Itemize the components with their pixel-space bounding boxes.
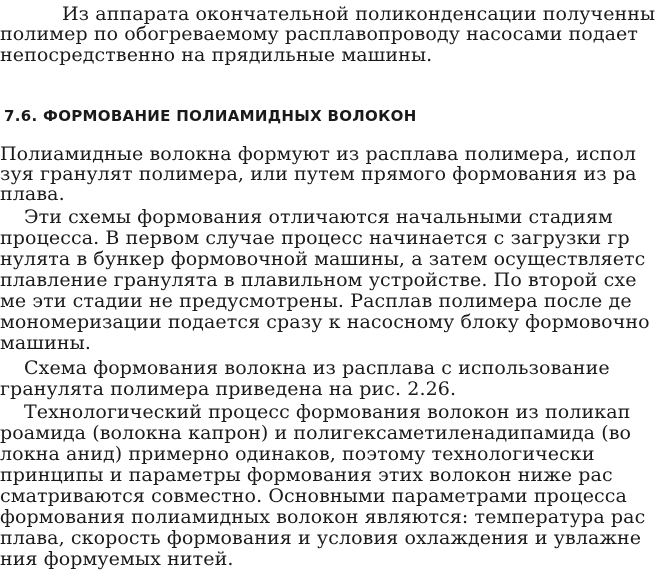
paragraph-line: ме эти стадии не предусмотрены. Расплав полимера после де	[0, 290, 632, 312]
paragraph-line: плава, скорость формования и условия охлаждения и увлажне	[0, 527, 642, 549]
paragraph-line: зуя гранулят полимера, или путем прямого формования из ра	[0, 163, 637, 185]
paragraph-line: локна анид) примерно одинаков, поэтому технологически	[0, 443, 595, 465]
paragraph-line: нулята в бункер формовочной машины, а затем осуществляетс	[0, 248, 646, 270]
section-number: 7.6.	[4, 107, 38, 125]
paragraph-line: принципы и параметры формования этих волокон ниже рас	[0, 464, 613, 486]
paragraph-line: плавление гранулята в плавильном устройстве. По второй схе	[0, 269, 637, 291]
paragraph-line: Эти схемы формования отличаются начальными стадиям	[24, 206, 613, 228]
intro-line: Из аппарата окончательной поликонденсации полученны	[62, 3, 656, 25]
section-heading	[4, 106, 417, 126]
paragraph-line: плава.	[0, 183, 65, 205]
paragraph-line: ния формуемых нитей.	[0, 548, 234, 570]
paragraph-line: гранулята полимера приведена на рис. 2.26.	[0, 378, 457, 400]
section-title: ФОРМОВАНИЕ ПОЛИАМИДНЫХ ВОЛОКОН	[43, 107, 417, 125]
paragraph-line: Технологический процесс формования волокон из поликап	[24, 401, 631, 423]
paragraph-line: сматриваются совместно. Основными параметрами процесса	[0, 485, 627, 507]
paragraph-line: Схема формования волокна из расплава с использование	[24, 357, 610, 379]
intro-line: полимер по обогреваемому расплавопроводу насосами подает	[0, 23, 639, 45]
intro-line: непосредственно на прядильные машины.	[0, 44, 433, 66]
paragraph-line: формования полиамидных волокон являются: температура рас	[0, 506, 646, 528]
paragraph-line: мономеризации подается сразу к насосному блоку формовочно	[0, 311, 650, 333]
paragraph-line: Полиамидные волокна формуют из расплава полимера, испол	[0, 143, 637, 165]
paragraph-line: процесса. В первом случае процесс начинается с загрузки гр	[0, 227, 630, 249]
paragraph-line: роамида (волокна капрон) и полигексаметиленадипамида (во	[0, 422, 632, 444]
paragraph-line: машины.	[0, 332, 91, 354]
